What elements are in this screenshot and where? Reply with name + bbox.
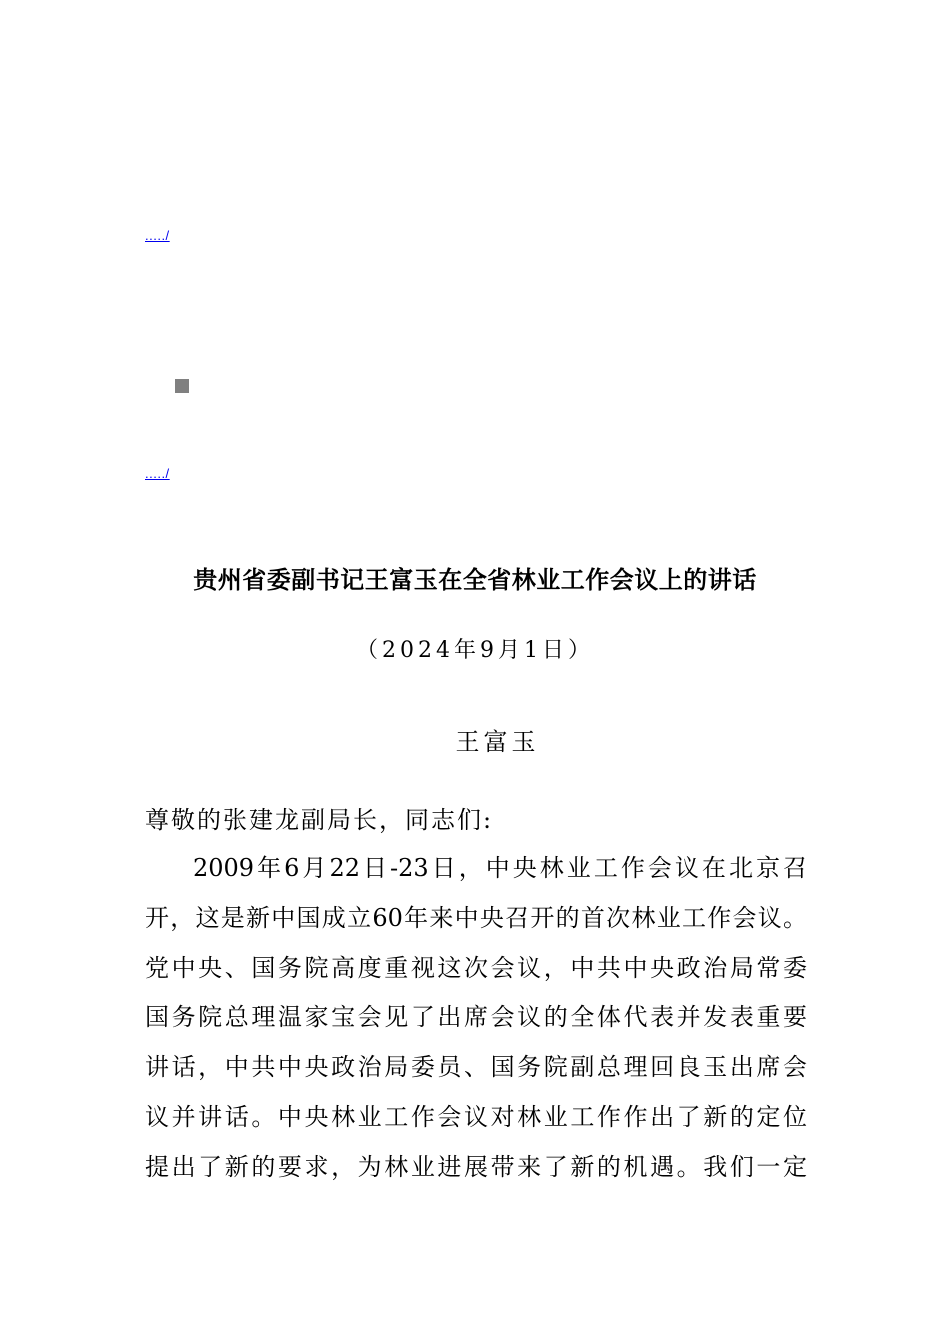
document-title: 贵州省委副书记王富玉在全省林业工作会议上的讲话 bbox=[193, 566, 757, 594]
bottom-link[interactable]: ...../ bbox=[145, 466, 170, 481]
paragraph-line: 开，这是新中国成立60年来中央召开的首次林业工作会议。 bbox=[145, 904, 807, 932]
top-link[interactable]: ...../ bbox=[145, 228, 170, 243]
paragraph-line: 议并讲话。中央林业工作会议对林业工作作出了新的定位 bbox=[145, 1103, 807, 1131]
paragraph-line: 2009年6月22日-23日，中央林业工作会议在北京召 bbox=[193, 854, 807, 882]
paragraph-line: 国务院总理温家宝会见了出席会议的全体代表并发表重要 bbox=[145, 1003, 807, 1031]
salutation: 尊敬的张建龙副局长，同志们: bbox=[145, 806, 494, 834]
document-author: 王富玉 bbox=[455, 728, 540, 756]
paragraph-line: 党中央、国务院高度重视这次会议，中共中央政治局常委 bbox=[145, 954, 807, 982]
document-date: （2024年9月1日） bbox=[356, 638, 594, 663]
paragraph-line: 讲话，中共中央政治局委员、国务院副总理回良玉出席会 bbox=[145, 1053, 807, 1081]
gray-square-icon bbox=[175, 379, 189, 393]
paragraph-line: 提出了新的要求，为林业进展带来了新的机遇。我们一定 bbox=[145, 1153, 807, 1181]
